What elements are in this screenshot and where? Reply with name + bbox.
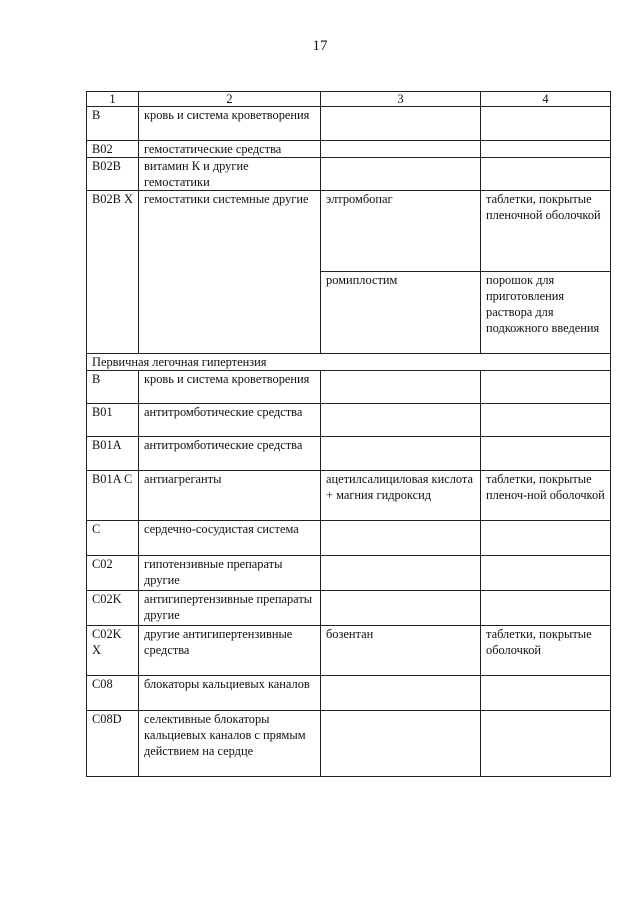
drug-name-cell [321,437,481,471]
drug-name-cell [321,521,481,556]
drug-name-cell [321,371,481,404]
table-header-row [87,92,611,107]
drug-name-cell [321,158,481,191]
dosage-form-cell [481,404,611,437]
atc-code-cell: C08 [87,676,139,711]
atc-code-cell: B [87,107,139,141]
atc-group-cell: сердечно-сосудистая система [139,521,321,556]
table-row [87,556,611,591]
table-row [87,107,611,141]
atc-group-cell: другие антигипертензивные средства [139,626,321,676]
atc-group-cell: витамин К и другие гемостатики [139,158,321,191]
atc-code-cell: C02K X [87,626,139,676]
table-row [87,711,611,777]
table-body [87,107,611,777]
drug-name-cell: ромиплостим [321,272,481,354]
column-header: 3 [321,92,481,107]
atc-code-cell: B [87,371,139,404]
atc-group-cell: гипотензивные препараты другие [139,556,321,591]
dosage-form-cell [481,591,611,626]
table-row [87,404,611,437]
dosage-form-cell: таблетки, покрытые пленочной оболочкой [481,191,611,272]
dosage-form-cell: таблетки, покрытые оболочкой [481,626,611,676]
section-heading: Первичная легочная гипертензия [87,354,611,371]
drug-name-cell: ацетилсалициловая кислота + магния гидроксид [321,471,481,521]
atc-group-cell: гемостатические средства [139,141,321,158]
drug-name-cell [321,676,481,711]
atc-code-cell: C [87,521,139,556]
atc-code-cell: B01 [87,404,139,437]
drug-name-cell [321,591,481,626]
atc-group-cell: кровь и система кроветворения [139,107,321,141]
atc-group-cell: антигипертензивные препараты другие [139,591,321,626]
column-header: 4 [481,92,611,107]
table-row [87,521,611,556]
atc-code-cell: C02 [87,556,139,591]
drug-name-cell: бозентан [321,626,481,676]
column-header: 2 [139,92,321,107]
column-header: 1 [87,92,139,107]
table-row [87,626,611,676]
dosage-form-cell: порошок для приготовления раствора для подкожного введения [481,272,611,354]
dosage-form-cell [481,521,611,556]
atc-code-cell: B02 [87,141,139,158]
dosage-form-cell [481,556,611,591]
drug-name-cell [321,404,481,437]
medication-table [86,91,611,777]
atc-group-cell: гемостатики системные другие [139,191,321,354]
drug-name-cell: элтромбопаг [321,191,481,272]
atc-code-cell: B01A C [87,471,139,521]
page-number: 17 [312,38,328,54]
section-heading-row [87,354,611,371]
drug-name-cell [321,711,481,777]
atc-group-cell: антитромботические средства [139,437,321,471]
drug-name-cell [321,141,481,158]
table-row [87,591,611,626]
dosage-form-cell [481,107,611,141]
atc-group-cell: кровь и система кроветворения [139,371,321,404]
atc-code-cell: C02K [87,591,139,626]
dosage-form-cell [481,141,611,158]
atc-code-cell: B01A [87,437,139,471]
dosage-form-cell [481,158,611,191]
atc-code-cell: B02B [87,158,139,191]
table-row [87,141,611,158]
dosage-form-cell: таблетки, покрытые пленоч-ной оболочкой [481,471,611,521]
atc-group-cell: селективные блокаторы кальциевых каналов с прямым действием на сердце [139,711,321,777]
atc-group-cell: антитромботические средства [139,404,321,437]
atc-group-cell: блокаторы кальциевых каналов [139,676,321,711]
atc-code-cell: B02B X [87,191,139,354]
table-row [87,471,611,521]
dosage-form-cell [481,371,611,404]
table-row [87,191,611,272]
table-row [87,437,611,471]
atc-group-cell: антиагреганты [139,471,321,521]
atc-code-cell: C08D [87,711,139,777]
dosage-form-cell [481,711,611,777]
table-row [87,158,611,191]
dosage-form-cell [481,437,611,471]
table-row [87,371,611,404]
drug-name-cell [321,107,481,141]
drug-name-cell [321,556,481,591]
table-row [87,676,611,711]
dosage-form-cell [481,676,611,711]
